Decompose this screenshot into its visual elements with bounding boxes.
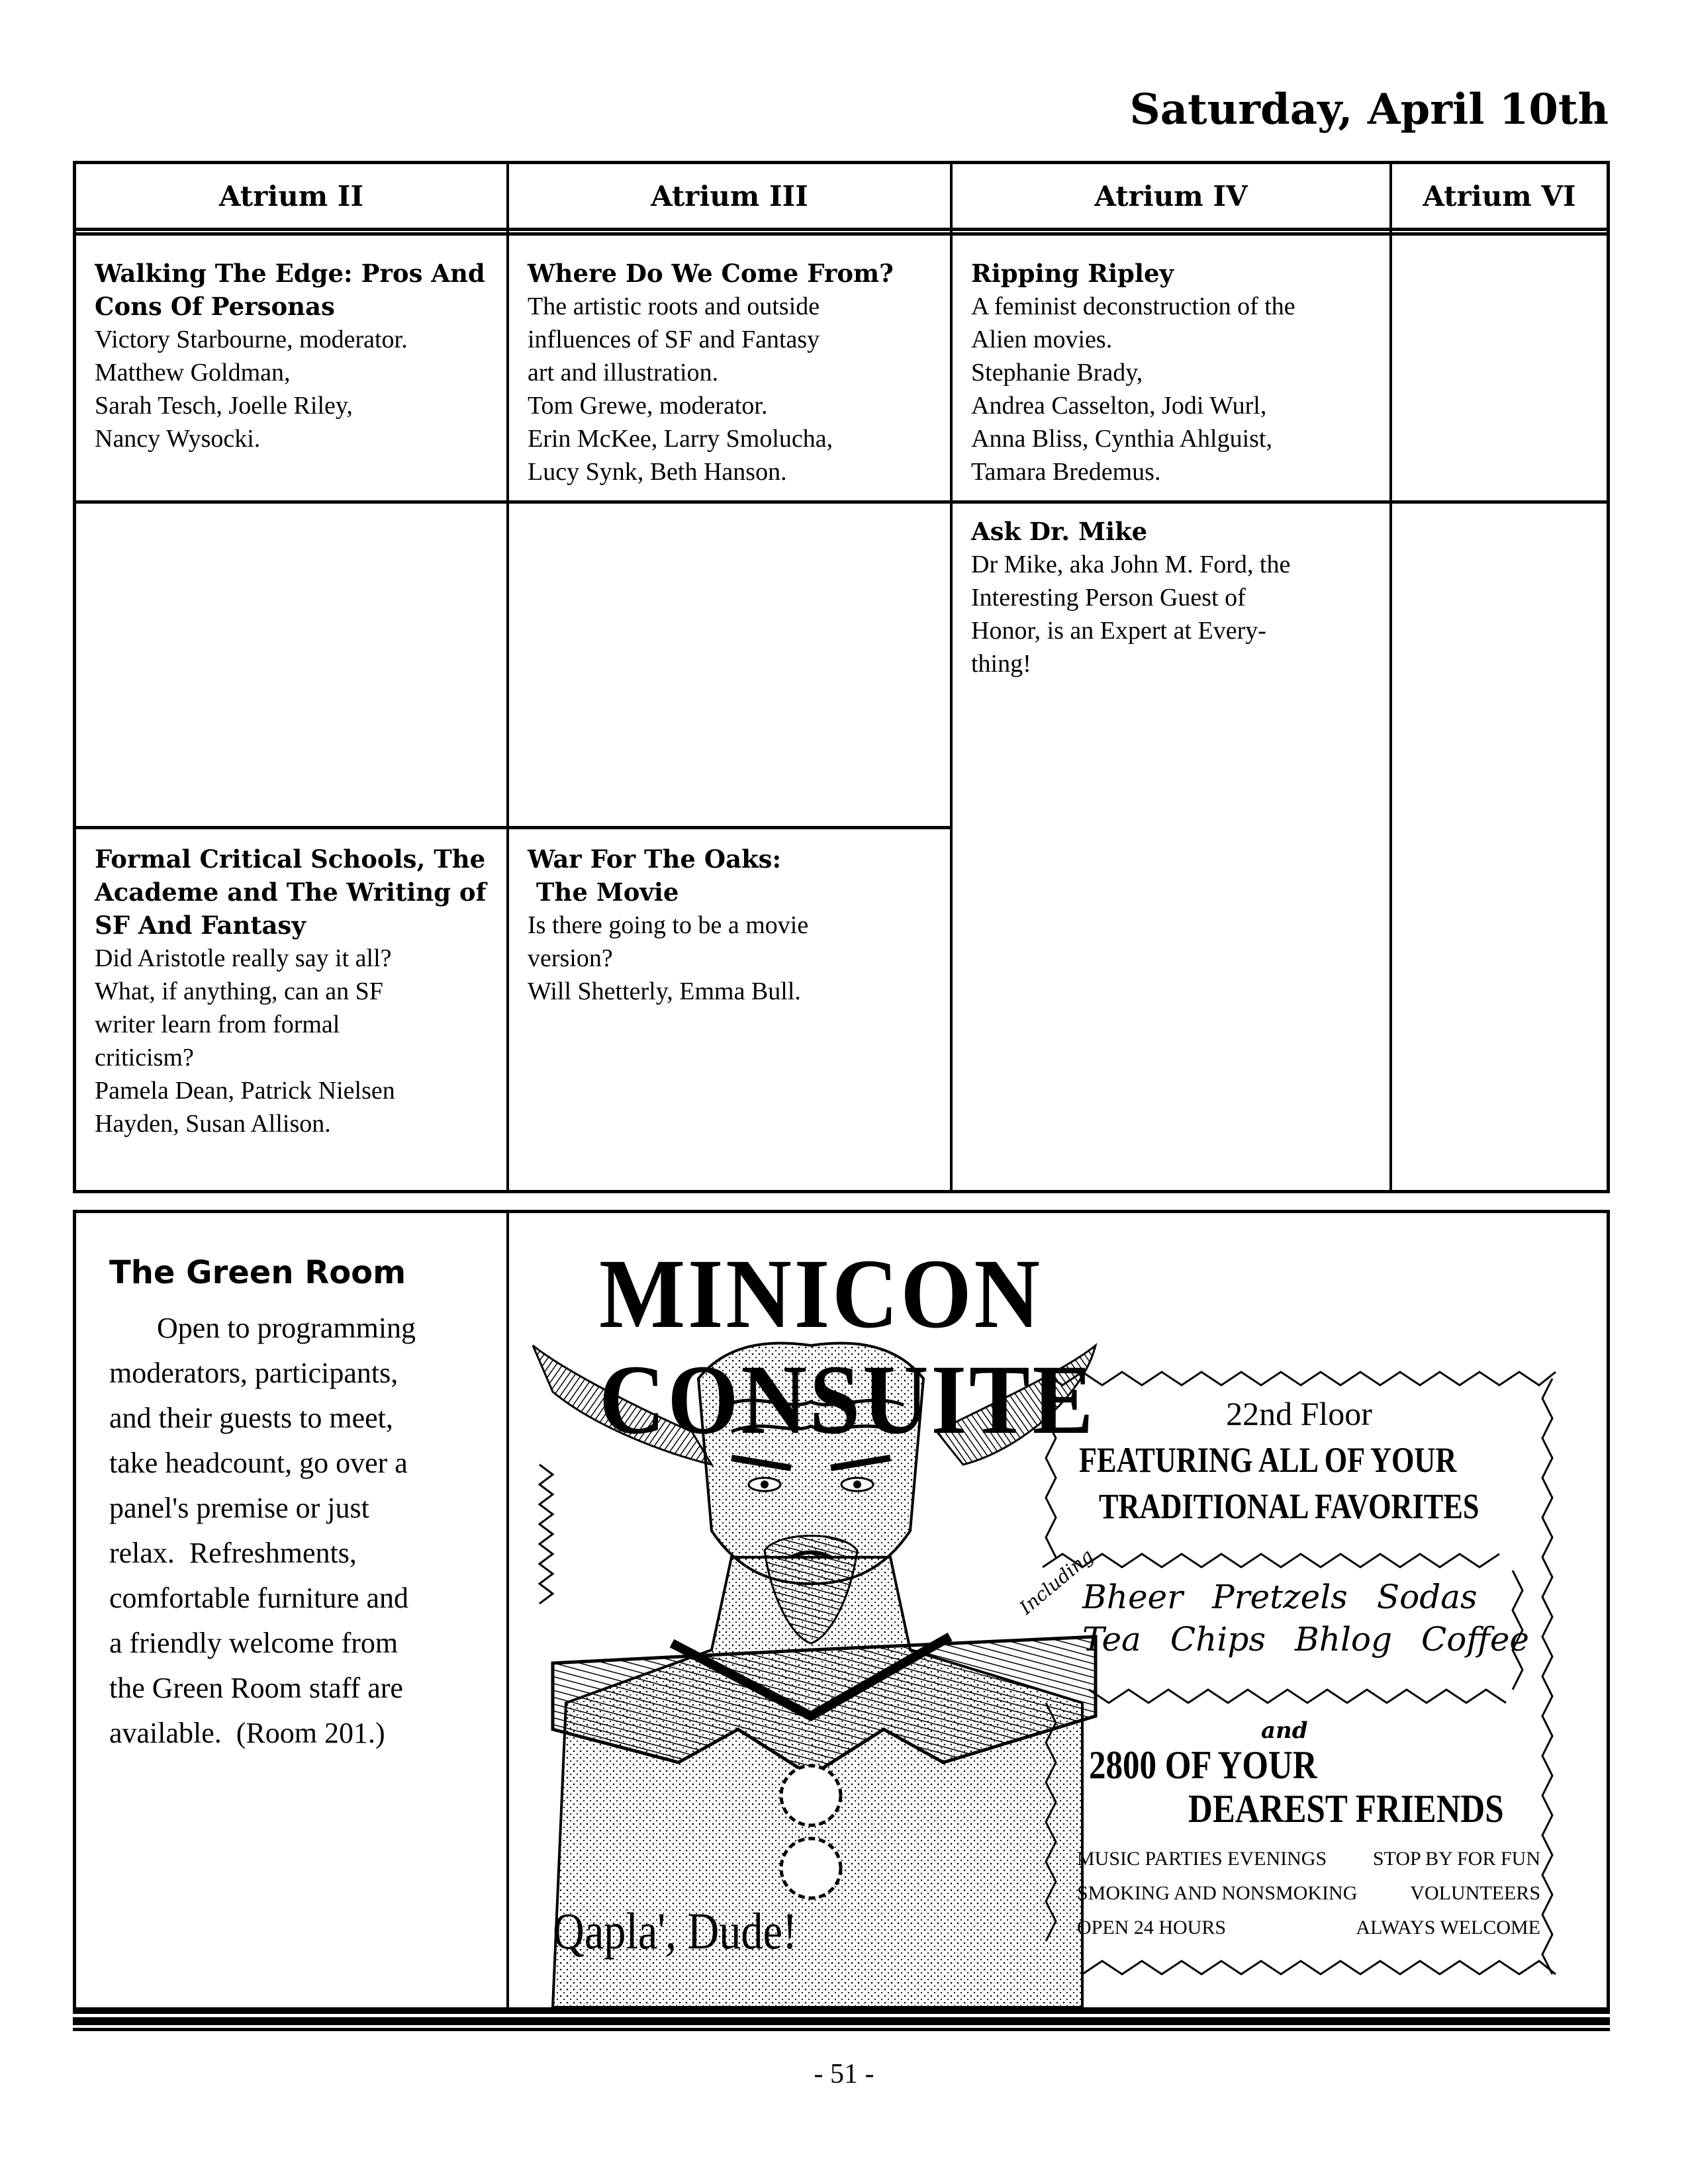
- row-divider: [76, 826, 951, 829]
- including-label: Including: [1015, 1545, 1098, 1619]
- session-title: Ask Dr. Mike: [971, 517, 1148, 546]
- day-title: Saturday, April 10th: [1129, 85, 1609, 134]
- column-divider: [1389, 164, 1392, 1190]
- green-room-description: [109, 1306, 520, 1756]
- item-sodas: Sodas: [1376, 1578, 1477, 1616]
- feature-item: VOLUNTEERS: [1410, 1882, 1540, 1904]
- item-pretzels: Pretzels: [1212, 1578, 1348, 1616]
- item-coffee: Coffee: [1421, 1620, 1530, 1659]
- session-text: Will Shetterly, Emma Bull.: [528, 978, 801, 1005]
- session-title: Cons Of Personas: [95, 292, 335, 321]
- page-number: - 51 -: [814, 2059, 874, 2089]
- row-divider: [76, 500, 1607, 504]
- feature-item: MUSIC PARTIES EVENINGS: [1077, 1848, 1327, 1870]
- session-text: The artistic roots and outside: [528, 293, 820, 320]
- floor-label: 22nd Floor: [1226, 1395, 1372, 1432]
- green-room-line: relax. Refreshments,: [109, 1537, 357, 1569]
- and-label: and: [1261, 1717, 1308, 1744]
- feature-item: SMOKING AND NONSMOKING: [1077, 1882, 1358, 1904]
- feature-item: OPEN 24 HOURS: [1077, 1917, 1227, 1938]
- column-header-atrium-iii: Atrium III: [651, 179, 808, 212]
- session-text: Is there going to be a movie: [528, 911, 809, 939]
- illustration-caption: Qapla', Dude!: [553, 1902, 798, 1960]
- session-text: Nancy Wysocki.: [95, 425, 261, 453]
- session-title: The Movie: [528, 878, 679, 907]
- green-room-line: Open to programming: [157, 1312, 416, 1344]
- session-text: Alien movies.: [971, 326, 1113, 353]
- session-text: Dr Mike, aka John M. Ford, the: [971, 551, 1291, 578]
- friends-line-1: 2800 OF YOUR: [1089, 1743, 1317, 1787]
- session-text: Matthew Goldman,: [95, 359, 291, 387]
- session-text: A feminist deconstruction of the: [971, 293, 1295, 320]
- session-text: Victory Starbourne, moderator.: [95, 326, 408, 353]
- item-chips: Chips: [1170, 1620, 1266, 1659]
- green-room-line: available. (Room 201.): [109, 1717, 385, 1749]
- session-war-for-the-oaks: [509, 842, 950, 1008]
- session-title: Walking The Edge: Pros And: [95, 259, 485, 288]
- session-text: Interesting Person Guest of: [971, 584, 1246, 612]
- consuite-advertisement: [513, 1213, 1610, 2007]
- session-title: Formal Critical Schools, The: [95, 844, 486, 874]
- featuring-box: [1053, 1367, 1546, 1567]
- session-text: Hayden, Susan Allison.: [95, 1110, 331, 1138]
- session-ripping-ripley: [953, 257, 1389, 488]
- session-text: art and illustration.: [528, 359, 719, 387]
- green-room-title: The Green Room: [109, 1254, 406, 1291]
- session-text: Sarah Tesch, Joelle Riley,: [95, 392, 353, 420]
- session-title: War For The Oaks:: [528, 844, 782, 874]
- green-room-line: comfortable furniture and: [109, 1582, 409, 1614]
- green-room-line: a friendly welcome from: [109, 1627, 399, 1659]
- session-text: Stephanie Brady,: [971, 359, 1143, 387]
- session-text: version?: [528, 944, 613, 972]
- session-title: Where Do We Come From?: [528, 259, 894, 288]
- consuite-title: MINICON CONSUITE: [599, 1239, 1096, 1455]
- column-header-atrium-vi: Atrium VI: [1423, 179, 1576, 212]
- session-text: Tom Grewe, moderator.: [528, 392, 768, 420]
- green-room-line: the Green Room staff are: [109, 1672, 403, 1704]
- session-text: writer learn from formal: [95, 1011, 340, 1038]
- session-text: Honor, is an Expert at Every-: [971, 617, 1266, 645]
- feature-item: ALWAYS WELCOME: [1356, 1917, 1540, 1938]
- session-text: Lucy Synk, Beth Hanson.: [528, 458, 787, 486]
- session-text: thing!: [971, 650, 1031, 678]
- bottom-panel: [73, 1210, 1610, 2011]
- session-text: Anna Bliss, Cynthia Ahlguist,: [971, 425, 1272, 453]
- schedule-table: [73, 161, 1610, 1193]
- friends-line-2: DEAREST FRIENDS: [1188, 1787, 1504, 1831]
- session-ask-dr-mike: [953, 515, 1389, 680]
- session-where-do-we-come-from: [509, 257, 950, 488]
- session-text: Tamara Bredemus.: [971, 458, 1161, 486]
- session-title: SF And Fantasy: [95, 911, 306, 940]
- header-divider: [76, 228, 1607, 236]
- feature-item: STOP BY FOR FUN: [1372, 1848, 1540, 1870]
- session-walking-the-edge: [76, 257, 506, 455]
- green-room-line: and their guests to meet,: [109, 1402, 393, 1434]
- item-bhlog: Bhlog: [1295, 1620, 1393, 1659]
- session-text: Andrea Casselton, Jodi Wurl,: [971, 392, 1267, 420]
- item-bheer: Bheer: [1082, 1578, 1184, 1616]
- session-text: What, if anything, can an SF: [95, 978, 383, 1005]
- session-text: Erin McKee, Larry Smolucha,: [528, 425, 833, 453]
- green-room-line: panel's premise or just: [109, 1492, 369, 1524]
- traditional-favorites-text: TRADITIONAL FAVORITES: [1099, 1486, 1479, 1526]
- featuring-text: FEATURING ALL OF YOUR: [1079, 1440, 1457, 1480]
- consuite-features-list: [1077, 1842, 1540, 1945]
- session-text: Did Aristotle really say it all?: [95, 944, 392, 972]
- green-room-line: moderators, participants,: [109, 1357, 399, 1389]
- column-header-atrium-ii: Atrium II: [218, 179, 364, 212]
- session-text: influences of SF and Fantasy: [528, 326, 820, 353]
- refreshment-items: [1082, 1576, 1530, 1661]
- session-formal-critical-schools: [76, 842, 506, 1140]
- column-header-atrium-iv: Atrium IV: [1094, 179, 1248, 212]
- footer-rules: [73, 2011, 1610, 2031]
- session-title: Ripping Ripley: [971, 259, 1174, 288]
- green-room-line: take headcount, go over a: [109, 1447, 408, 1479]
- item-tea: Tea: [1082, 1620, 1141, 1659]
- session-title: Academe and The Writing of: [95, 878, 487, 907]
- session-text: Pamela Dean, Patrick Nielsen: [95, 1077, 395, 1105]
- session-text: criticism?: [95, 1044, 194, 1071]
